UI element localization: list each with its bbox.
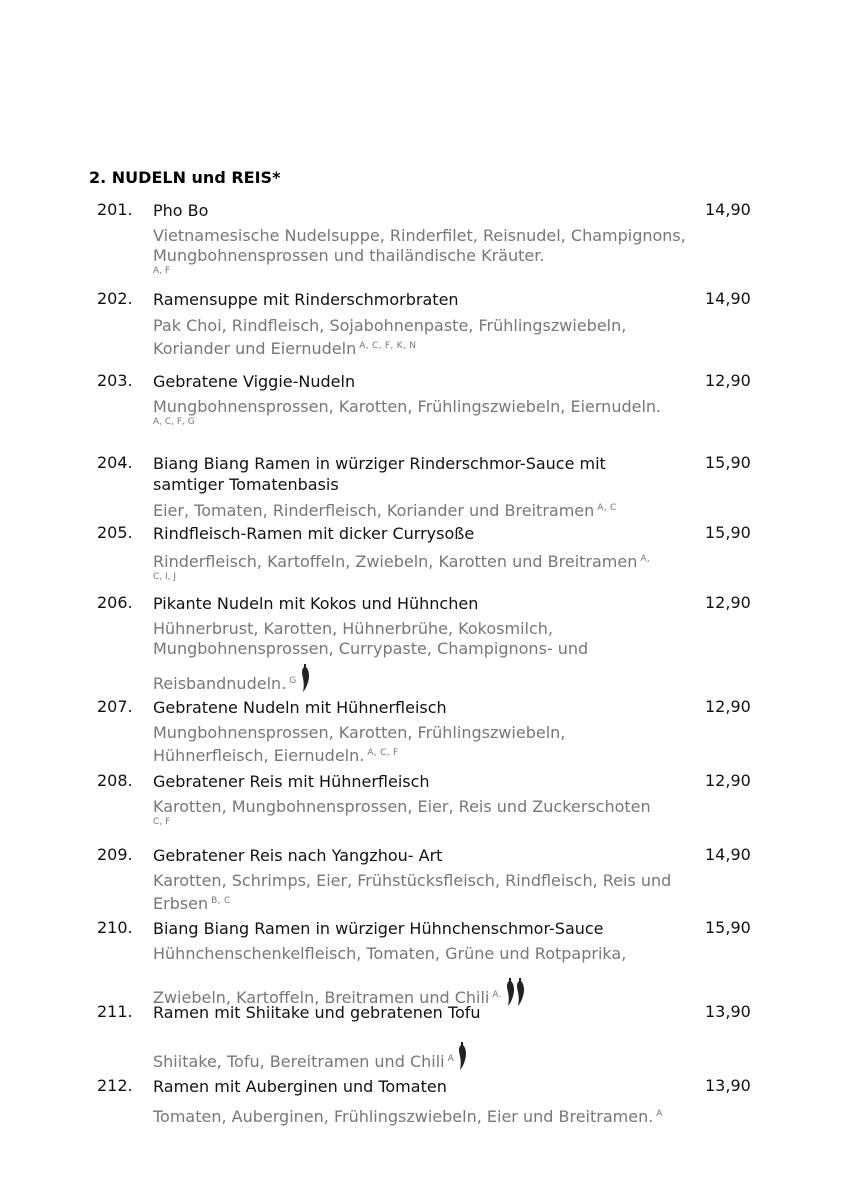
item-description-text: Hühnchenschenkelfleisch, Tomaten, Grüne und Rotpaprika, <box>153 944 627 963</box>
item-price: 14,90 <box>705 289 751 308</box>
item-number: 204. <box>97 453 133 472</box>
item-name: Ramen mit Auberginen und Tomaten <box>153 1077 447 1096</box>
allergen-codes: A. <box>492 990 502 1000</box>
allergen-codes: A, F <box>153 266 171 276</box>
item-price: 13,90 <box>705 1076 751 1095</box>
allergen-codes: C, F <box>153 817 171 827</box>
item-description <box>153 1104 693 1127</box>
item-description-text: Zwiebeln, Kartoffeln, Breitramen und Chili <box>153 988 490 1007</box>
item-number: 207. <box>97 697 133 716</box>
allergen-codes: G <box>289 676 297 686</box>
item-description-text: Hühnerbrust, Karotten, Hühnerbrühe, Kokosmilch, Mungbohnensprossen, Currypaste, Champignons- und <box>153 619 589 658</box>
item-name: Gebratene Nudeln mit Hühnerfleisch <box>153 698 447 717</box>
item-name: Ramensuppe mit Rinderschmorbraten <box>153 290 459 309</box>
item-description <box>153 316 653 359</box>
item-description <box>153 619 623 659</box>
allergen-codes: A, C, F, G <box>153 417 195 427</box>
item-price: 12,90 <box>705 371 751 390</box>
allergen-codes: B, C <box>211 896 231 906</box>
item-description <box>153 797 693 828</box>
item-number: 201. <box>97 200 133 219</box>
chili-icon <box>299 663 311 698</box>
item-description-text: Eier, Tomaten, Rinderfleisch, Koriander und Breitramen <box>153 501 595 520</box>
item-description <box>153 549 693 583</box>
item-description <box>153 871 673 914</box>
item-number: 209. <box>97 845 133 864</box>
allergen-codes: A, <box>640 554 650 564</box>
item-name: Gebratener Reis mit Hühnerfleisch <box>153 772 430 791</box>
item-description <box>153 397 693 428</box>
item-price: 12,90 <box>705 771 751 790</box>
item-description-text: Shiitake, Tofu, Bereitramen und Chili <box>153 1052 445 1071</box>
chili-icon <box>456 1041 468 1076</box>
item-name: Pho Bo <box>153 201 209 220</box>
item-name: Biang Biang Ramen in würziger Rinderschmor-Sauce mit samtiger Tomatenbasis <box>153 454 606 494</box>
item-description <box>153 1041 693 1076</box>
item-number: 212. <box>97 1076 133 1095</box>
item-number: 206. <box>97 593 133 612</box>
item-number: 203. <box>97 371 133 390</box>
item-price: 13,90 <box>705 1002 751 1021</box>
item-description-text: Karotten, Schrimps, Eier, Frühstücksfleisch, Rindfleisch, Reis und Erbsen <box>153 871 672 913</box>
item-name: Rindfleisch-Ramen mit dicker Currysoße <box>153 524 475 543</box>
allergen-codes-continued: C, I, J <box>153 572 177 582</box>
item-description-text: Pak Choi, Rindfleisch, Sojabohnenpaste, Frühlingszwiebeln, Koriander und Eiernudeln <box>153 316 627 358</box>
allergen-codes: A <box>447 1054 455 1064</box>
item-description-text: Karotten, Mungbohnensprossen, Eier, Reis und Zuckerschoten <box>153 797 651 816</box>
item-number: 202. <box>97 289 133 308</box>
item-number: 211. <box>97 1002 133 1021</box>
item-description-text: Vietnamesische Nudelsuppe, Rinderfilet, Reisnudel, Champignons, Mungbohnensprossen und thailändische Kräuter. <box>153 226 686 265</box>
item-name: Pikante Nudeln mit Kokos und Hühnchen <box>153 594 479 613</box>
item-price: 14,90 <box>705 200 751 219</box>
item-description <box>153 498 693 521</box>
allergen-codes: A <box>656 1109 663 1119</box>
item-price: 15,90 <box>705 918 751 937</box>
item-description <box>153 226 698 277</box>
allergen-codes: A, C, F <box>367 748 399 758</box>
item-description <box>153 944 693 964</box>
item-number: 210. <box>97 918 133 937</box>
item-name: Biang Biang Ramen in würziger Hühnchenschmor-Sauce <box>153 919 604 938</box>
item-description-text: Rinderfleisch, Kartoffeln, Zwiebeln, Karotten und Breitramen <box>153 552 638 571</box>
item-price: 12,90 <box>705 593 751 612</box>
item-price: 14,90 <box>705 845 751 864</box>
allergen-codes: A, C <box>597 503 617 513</box>
item-description-text: Tomaten, Auberginen, Frühlingszwiebeln, Eier und Breitramen. <box>153 1107 654 1126</box>
item-name: Gebratene Viggie-Nudeln <box>153 372 356 391</box>
item-number: 208. <box>97 771 133 790</box>
item-description-text: Mungbohnensprossen, Karotten, Frühlingszwiebeln, Hühnerfleisch, Eiernudeln. <box>153 723 566 765</box>
item-price: 12,90 <box>705 697 751 716</box>
item-description-text: Mungbohnensprossen, Karotten, Frühlingszwiebeln, Eiernudeln. <box>153 397 662 416</box>
item-price: 15,90 <box>705 453 751 472</box>
item-name: Gebratener Reis nach Yangzhou- Art <box>153 846 443 865</box>
item-price: 15,90 <box>705 523 751 542</box>
section-title: 2. NUDELN und REIS* <box>89 168 281 187</box>
item-description-line2 <box>153 663 623 698</box>
item-number: 205. <box>97 523 133 542</box>
item-description <box>153 723 603 766</box>
allergen-codes: A, C, F, K, N <box>359 341 417 351</box>
item-description-text: Reisbandnudeln. <box>153 674 287 693</box>
item-name: Ramen mit Shiitake und gebratenen Tofu <box>153 1003 481 1022</box>
